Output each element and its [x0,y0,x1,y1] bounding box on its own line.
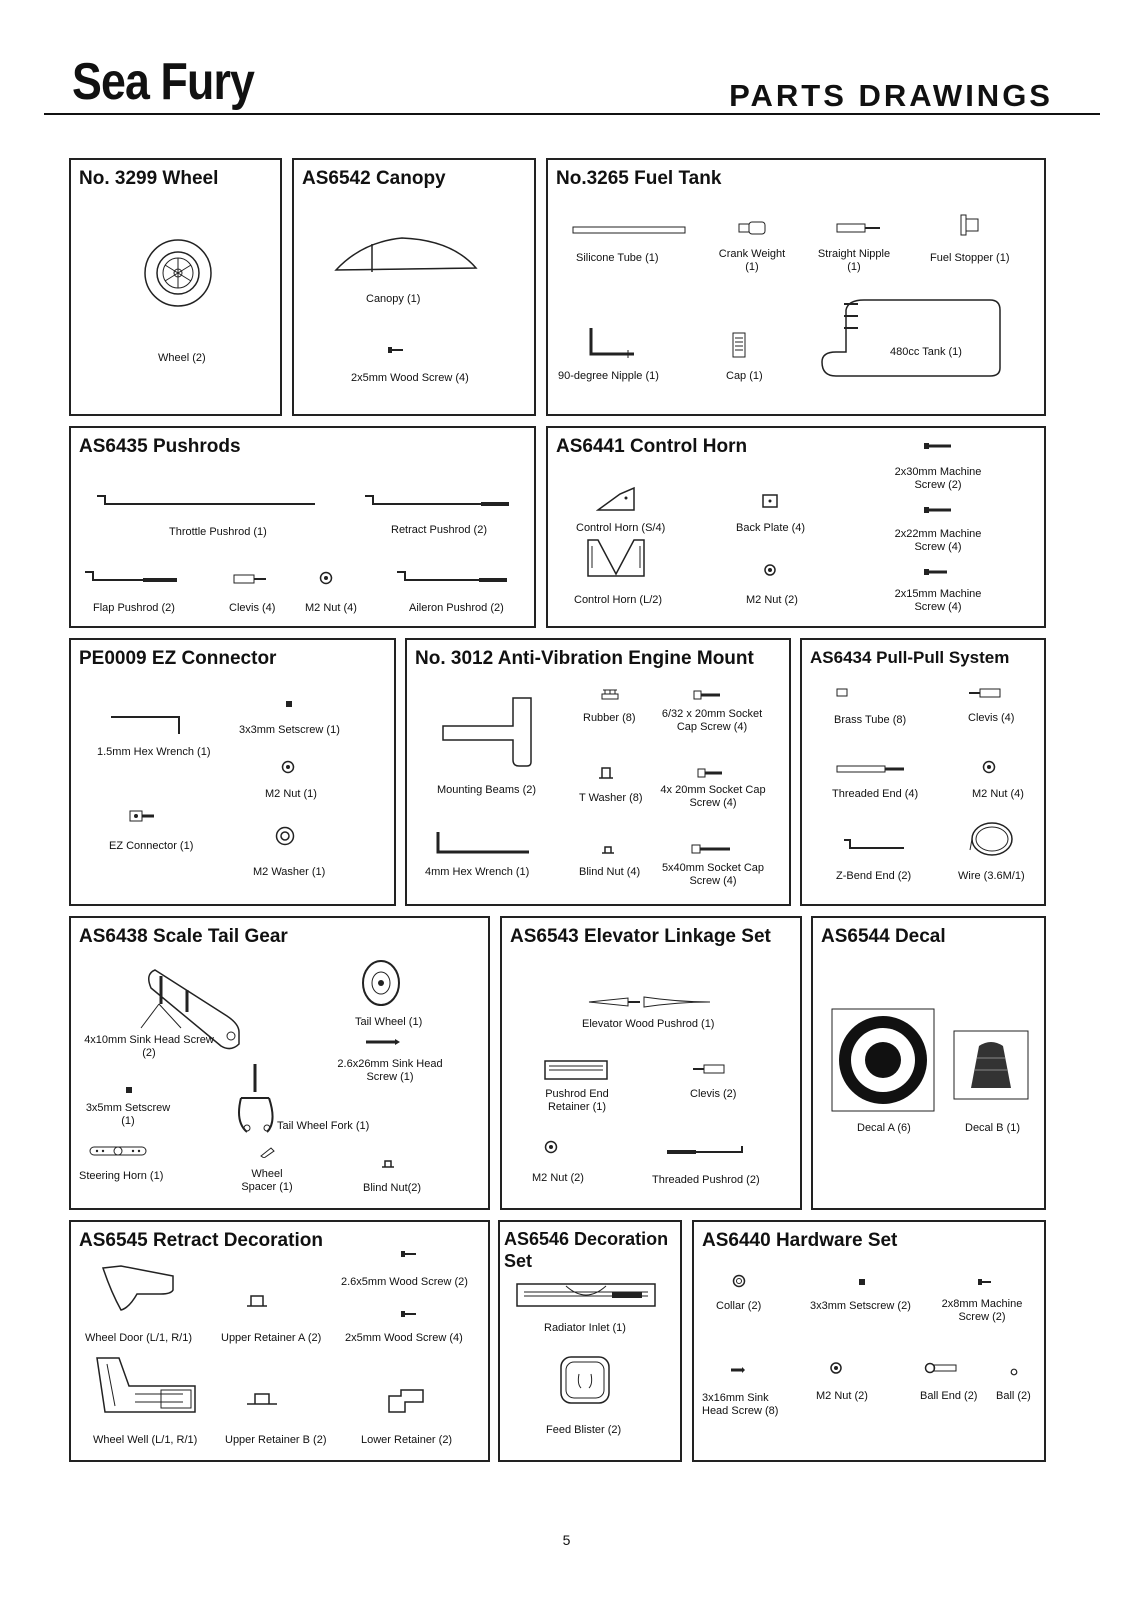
section-title: PE0009 EZ Connector [79,648,277,669]
blind-nut-icon [381,1158,395,1168]
section-wheel [69,158,282,416]
section-title: AS6545 Retract Decoration [79,1230,323,1251]
part-label: Ball End (2) [920,1390,978,1402]
control-horn-large-icon [586,538,646,578]
crank-weight-icon [738,220,768,236]
ez-connector-icon [129,810,155,822]
part-label: Z-Bend End (2) [836,870,912,882]
m2-nut-icon [319,571,333,585]
retract-pushrod-icon [363,494,513,508]
part-label: Wheel (2) [158,352,206,364]
straight-nipple-icon [836,222,882,234]
m2-nut-icon [281,760,295,774]
flap-pushrod-icon [83,570,181,584]
section-title: AS6440 Hardware Set [702,1230,898,1251]
section-title: AS6542 Canopy [302,168,446,189]
section-title: AS6438 Scale Tail Gear [79,926,288,947]
part-label: Pushrod End Retainer (1) [545,1088,609,1113]
section-fuel-tank [546,158,1046,416]
part-label: Clevis (4) [968,712,1015,724]
silicone-tube-icon [572,226,686,234]
part-label: M2 Nut (4) [972,788,1024,800]
part-label: Silicone Tube (1) [576,252,659,264]
part-label: T Washer (8) [579,792,643,804]
part-label: M2 Nut (4) [305,602,357,614]
part-label: EZ Connector (1) [109,840,194,852]
part-label: Tail Wheel Fork (1) [277,1120,370,1132]
part-label: Feed Blister (2) [546,1424,622,1436]
part-label: Cap (1) [726,370,763,382]
part-label: 2x15mm Machine Screw (4) [894,588,982,613]
part-label: Aileron Pushrod (2) [409,602,504,614]
clevis-icon [968,688,1002,698]
washer-icon [275,826,295,846]
upper-retainer-icon [245,1392,279,1406]
roundel-decal-icon [831,1008,935,1112]
part-label: Wheel Door (L/1, R/1) [85,1332,192,1344]
part-label: Decal B (1) [965,1122,1021,1134]
feed-blister-icon [560,1356,610,1404]
part-label: 3x3mm Setscrew (1) [239,724,340,736]
part-label: Mounting Beams (2) [437,784,537,796]
part-label: Threaded End (4) [832,788,919,800]
pushrod-end-retainer-icon [544,1060,608,1080]
part-label: Rubber (8) [583,712,636,724]
part-label: M2 Nut (2) [532,1172,584,1184]
collar-icon [732,1274,746,1288]
part-label: Straight Nipple (1) [817,248,891,273]
threaded-end-icon [836,764,906,774]
part-label: Collar (2) [716,1300,762,1312]
clevis-icon [692,1064,726,1074]
part-label: Blind Nut (4) [579,866,641,878]
cap-icon [732,332,746,358]
ball-end-icon [924,1362,958,1374]
part-label: Decal A (6) [857,1122,911,1134]
ball-icon [1010,1368,1018,1376]
wheel-well-icon [95,1356,199,1418]
wheel-spacer-icon [259,1146,275,1158]
canopy-drawing [332,232,480,276]
m2-nut-icon [544,1140,558,1154]
elevator-wood-pushrod-icon [588,996,712,1008]
part-label: Elevator Wood Pushrod (1) [582,1018,715,1030]
brand-logo: Sea Fury [72,53,255,111]
part-label: 3x3mm Setscrew (2) [810,1300,911,1312]
setscrew-icon [125,1086,133,1094]
socket-cap-screw-icon [691,844,731,854]
part-label: 5x40mm Socket Cap Screw (4) [661,862,765,887]
part-label: Upper Retainer A (2) [221,1332,322,1344]
setscrew-icon [285,700,293,708]
section-retract-decoration [69,1220,490,1462]
section-pushrods [69,426,536,628]
part-label: Upper Retainer B (2) [225,1434,327,1446]
section-title: No. 3299 Wheel [79,168,219,189]
control-horn-small-icon [596,486,636,512]
part-label: Canopy (1) [366,293,421,305]
part-label: Retract Pushrod (2) [391,524,487,536]
part-label: 90-degree Nipple (1) [558,370,659,382]
section-decoration-set [498,1220,682,1462]
part-label: Clevis (4) [229,602,276,614]
fuel-tank-icon [818,296,1004,382]
section-title: AS6434 Pull-Pull System [810,648,1010,667]
part-label: 4x10mm Sink Head Screw (2) [84,1034,214,1059]
throttle-pushrod-icon [95,494,317,508]
z-bend-end-icon [842,838,906,852]
socket-cap-screw-icon [693,690,721,700]
part-label: Wheel Well (L/1, R/1) [93,1434,198,1446]
socket-cap-screw-icon [697,768,723,778]
setscrew-icon [858,1278,866,1286]
part-label: M2 Nut (1) [265,788,317,800]
threaded-pushrod-icon [666,1144,748,1156]
part-label: M2 Washer (1) [253,866,326,878]
back-plate-icon [762,494,778,508]
part-label: Radiator Inlet (1) [544,1322,626,1334]
section-canopy [292,158,536,416]
radiator-inlet-icon [516,1282,656,1308]
part-label: M2 Nut (2) [746,594,798,606]
cockpit-decal-icon [953,1030,1029,1100]
wheel-drawing [143,238,213,308]
clevis-icon [233,574,267,584]
section-title: AS6544 Decal [821,926,946,947]
section-pull-pull [800,638,1046,906]
machine-screw-icon [978,1278,992,1286]
part-label: Control Horn (L/2) [574,594,663,606]
header-rule [44,113,1100,115]
page-number: 5 [562,1532,571,1548]
section-engine-mount [405,638,791,906]
m2-nut-icon [830,1362,842,1374]
section-title: AS6435 Pushrods [79,436,241,457]
part-label: 3x16mm Sink Head Screw (8) [702,1392,779,1417]
part-label: Lower Retainer (2) [361,1434,453,1446]
section-title: AS6441 Control Horn [556,436,748,457]
lower-retainer-icon [387,1388,425,1414]
part-label: 3x5mm Setscrew (1) [85,1102,171,1127]
part-label: Ball (2) [996,1390,1031,1402]
part-label: 4mm Hex Wrench (1) [425,866,530,878]
section-decal [811,916,1046,1210]
part-label: Flap Pushrod (2) [93,602,175,614]
part-label: 2x5mm Wood Screw (4) [351,372,469,384]
machine-screw-icon [924,506,952,514]
blind-nut-icon [601,844,615,854]
machine-screw-icon [924,568,948,576]
part-label: Threaded Pushrod (2) [652,1174,760,1186]
nipple-90-icon [588,326,638,358]
part-label: 2x5mm Wood Screw (4) [345,1332,463,1344]
section-title: AS6543 Elevator Linkage Set [510,926,771,947]
wood-screw-icon [388,346,404,354]
part-label: Clevis (2) [690,1088,737,1100]
section-control-horn [546,426,1046,628]
part-label: Wire (3.6M/1) [958,870,1025,882]
wire-coil-icon [968,820,1016,858]
wood-screw-icon [401,1250,417,1258]
part-label: Steering Horn (1) [79,1170,164,1182]
part-label: Control Horn (S/4) [576,522,666,534]
part-label: 6/32 x 20mm Socket Cap Screw (4) [661,708,763,733]
part-label: Blind Nut(2) [363,1182,422,1194]
fuel-stopper-icon [960,214,980,236]
part-label: M2 Nut (2) [816,1390,868,1402]
part-label: Brass Tube (8) [834,714,907,726]
steering-horn-icon [89,1144,147,1158]
part-label: 480cc Tank (1) [890,346,962,358]
section-tail-gear [69,916,490,1210]
part-label: 2.6x26mm Sink Head Screw (1) [337,1058,443,1083]
sink-head-screw-icon [730,1366,746,1374]
part-label: 4x 20mm Socket Cap Screw (4) [660,784,766,809]
section-title: AS6546 Decoration Set [504,1229,669,1271]
aileron-pushrod-icon [395,570,511,584]
part-label: Wheel Spacer (1) [241,1168,293,1193]
rubber-icon [601,688,619,700]
section-title: No.3265 Fuel Tank [556,168,722,189]
m2-nut-icon [764,564,776,576]
brass-tube-icon [836,688,848,697]
m2-nut-icon [982,760,996,774]
section-title: No. 3012 Anti-Vibration Engine Mount [415,648,754,669]
page-title: PARTS DRAWINGS [729,78,1053,113]
part-label: 2x8mm Machine Screw (2) [941,1298,1023,1323]
sink-head-screw-icon [365,1038,401,1046]
part-label: Back Plate (4) [736,522,806,534]
hex-wrench-icon [435,830,531,856]
section-hardware-set [692,1220,1046,1462]
part-label: 2x22mm Machine Screw (4) [894,528,982,553]
t-washer-icon [597,766,615,780]
tail-wheel-icon [361,958,401,1008]
part-label: Crank Weight (1) [718,248,786,273]
part-label: Tail Wheel (1) [355,1016,423,1028]
section-ez-connector [69,638,396,906]
upper-retainer-icon [245,1294,269,1308]
wheel-door-icon [101,1264,177,1314]
part-label: 2x30mm Machine Screw (2) [894,466,982,491]
part-label: Throttle Pushrod (1) [169,526,267,538]
machine-screw-icon [924,442,952,450]
mounting-beam-icon [439,696,535,768]
section-elevator-linkage [500,916,802,1210]
hex-wrench-icon [109,714,183,736]
part-label: 1.5mm Hex Wrench (1) [97,746,211,758]
part-label: Fuel Stopper (1) [930,252,1010,264]
part-label: 2.6x5mm Wood Screw (2) [341,1276,468,1288]
wood-screw-icon [401,1310,417,1318]
